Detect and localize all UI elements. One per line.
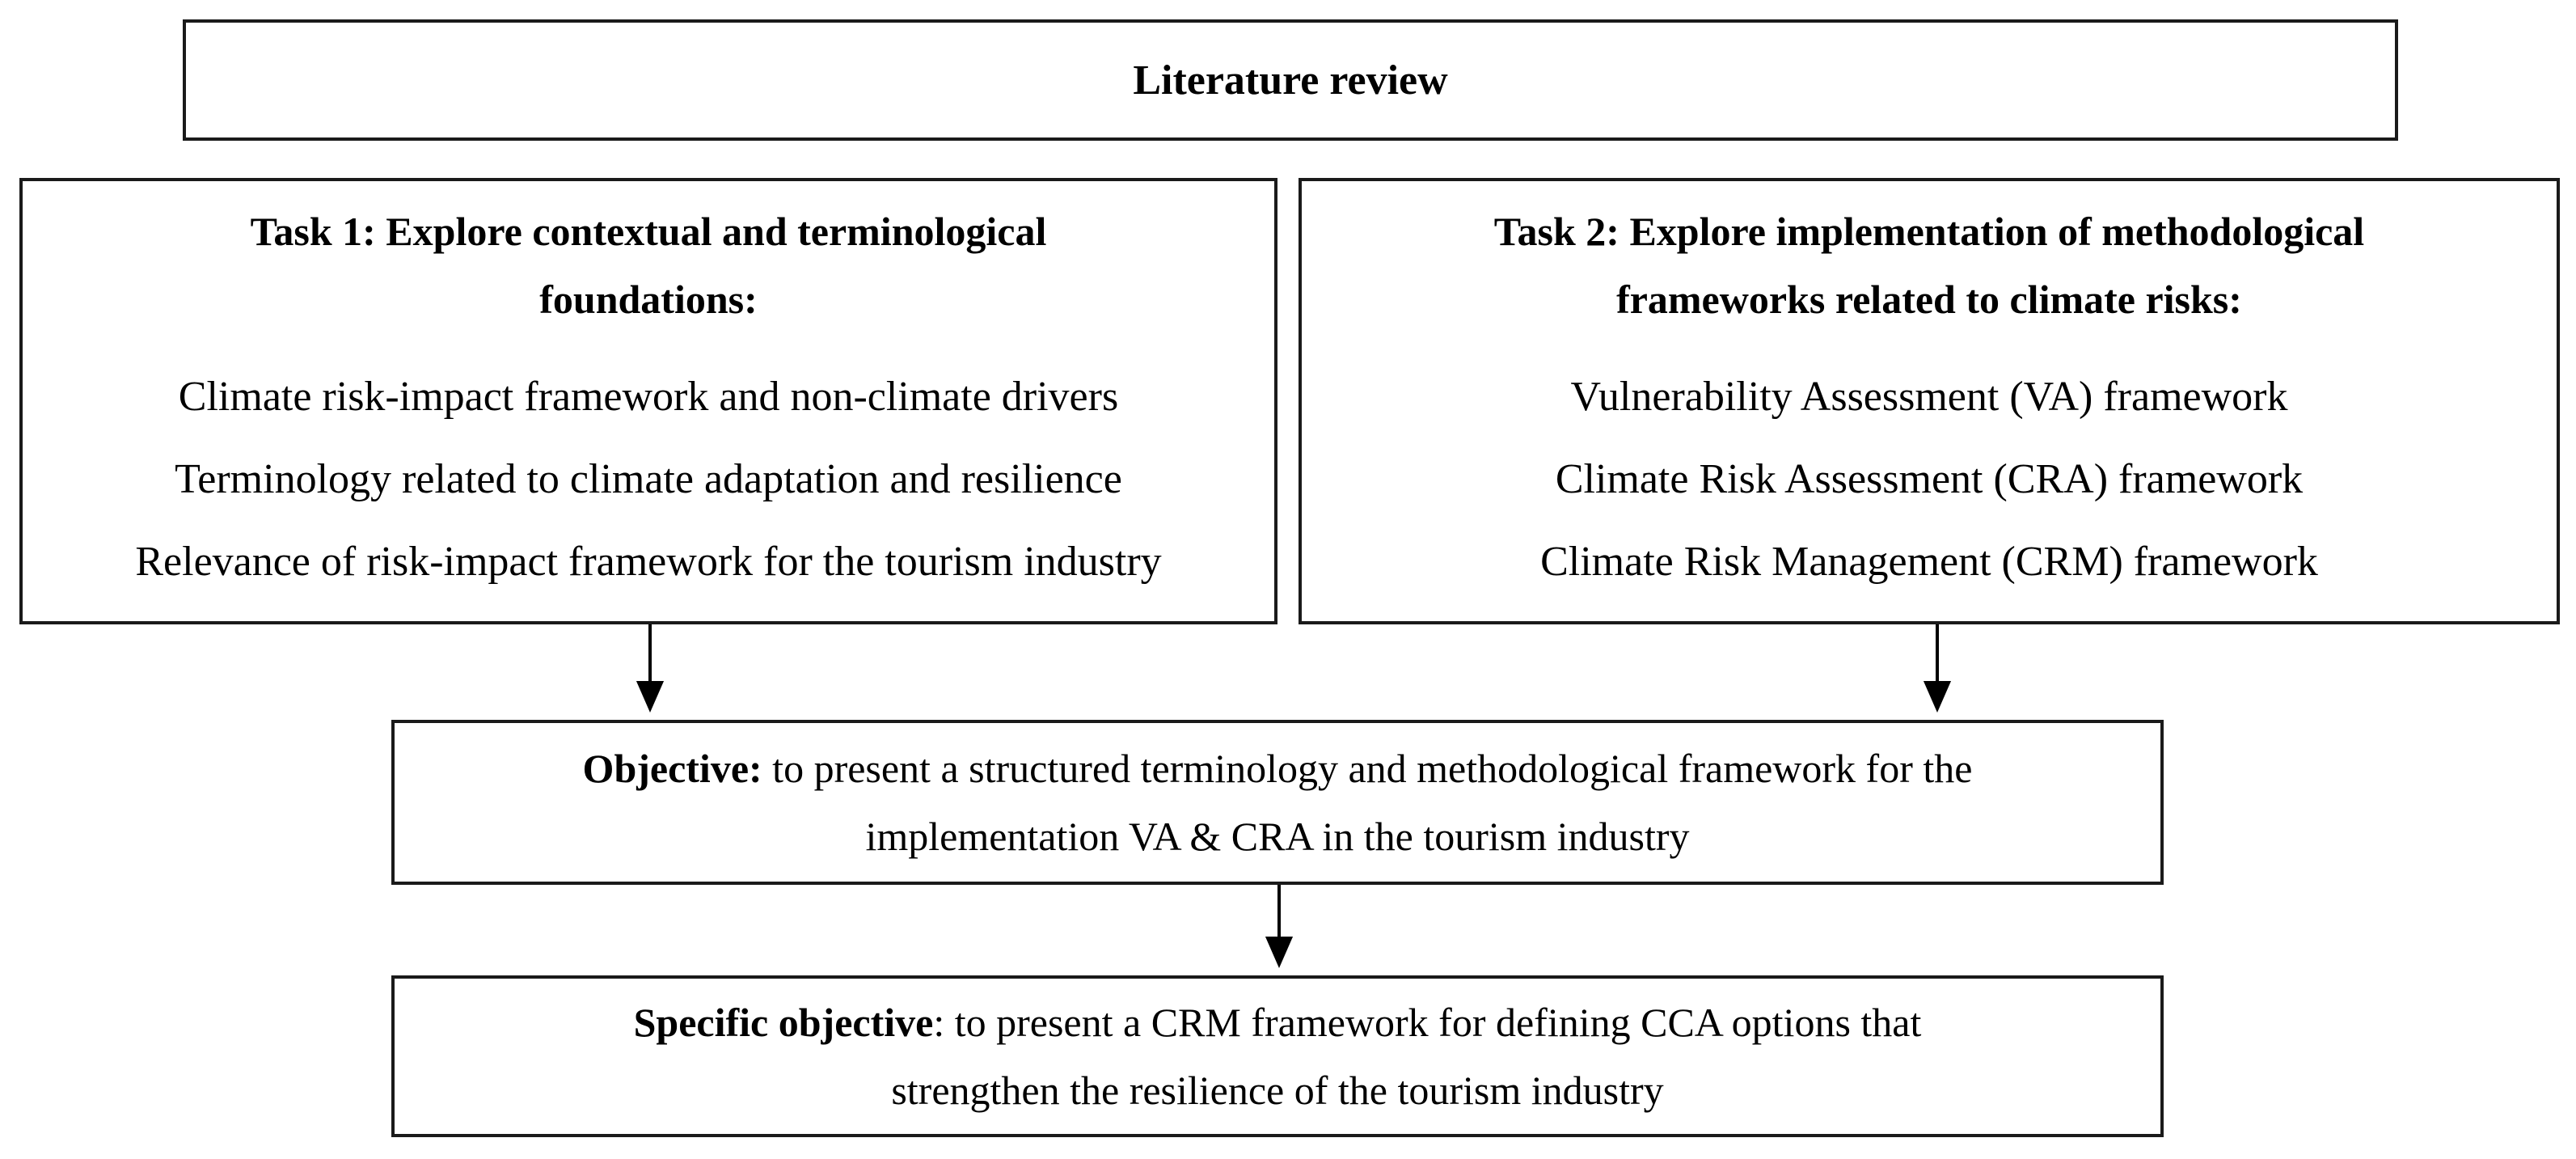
task2-to-objective-arrowhead — [1926, 683, 1949, 709]
task1-item: Climate risk-impact framework and non-climate drivers — [178, 374, 1119, 420]
literature-review-title: Literature review — [1133, 57, 1448, 104]
task2-heading-line1: Task 2: Explore implementation of methodological — [1493, 209, 2365, 254]
objective-to-specific-arrowhead — [1268, 938, 1290, 964]
specific-objective-text-line2: strengthen the resilience of the tourism industry — [891, 1068, 1664, 1113]
task1-heading-line1: Task 1: Explore contextual and terminological — [250, 209, 1047, 254]
specific-objective-box — [391, 975, 2164, 1137]
specific-objective-text-line1: : to present a CRM framework for defining CCA options that — [933, 1000, 1922, 1045]
task1-item: Relevance of risk-impact framework for the tourism industry — [135, 539, 1162, 585]
objective-text-line2: implementation VA & CRA in the tourism industry — [865, 814, 1690, 859]
task2-item: Climate Risk Assessment (CRA) framework — [1555, 456, 2304, 502]
task2-item: Climate Risk Management (CRM) framework — [1540, 539, 2318, 585]
specific-objective-text — [634, 988, 1922, 1124]
task2-heading-line2: frameworks related to climate risks: — [1616, 277, 2242, 322]
task1-item: Terminology related to climate adaptation and resilience — [175, 456, 1122, 502]
specific-objective-label: Specific objective — [633, 1000, 934, 1045]
task1-to-objective-arrowhead — [639, 683, 661, 709]
task2-item: Vulnerability Assessment (VA) framework — [1570, 374, 2288, 420]
objective-text-line1: to present a structured terminology and methodological framework for the — [762, 746, 1973, 791]
objective-text — [583, 734, 1973, 870]
task1-heading-line2: foundations: — [539, 277, 758, 322]
objective-label: Objective: — [582, 746, 762, 791]
objective-box — [391, 720, 2164, 885]
